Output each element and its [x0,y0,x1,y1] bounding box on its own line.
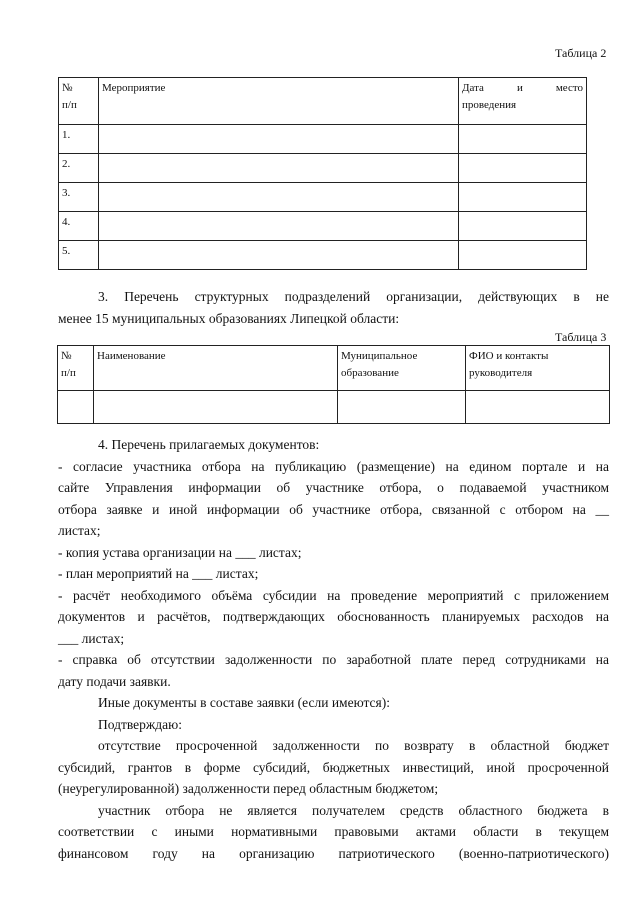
table-header-row [58,346,610,391]
confirm-line: Подтверждаю: [98,716,182,732]
header-municipality: Муниципальное образование [338,346,466,391]
table-row [59,125,587,154]
date-place-cell [459,212,587,241]
section3-line: менее 15 муниципальных образованиях Липецкой области: [58,310,400,326]
events-table [58,77,587,270]
section3-line: 3. Перечень структурных подразделений организации, действующих в не [98,289,609,304]
header-date-word: Дата [462,82,484,94]
event-cell [99,154,459,183]
recipient-line: соответствии с иными нормативными правовыми актами области в текущем [58,824,609,839]
header-and-word: и [516,82,523,94]
header-num: № п/п [58,346,94,391]
table-header-row [59,78,587,125]
doc-line: листах; [58,523,101,538]
table2-caption: Таблица 2 [555,46,607,60]
doc-line: ___ листах; [58,630,125,646]
date-place-cell [459,125,587,154]
doc-line: - расчёт необходимого объёма субсидии на проведение мероприятий с приложением [58,587,609,603]
section4-heading: 4. Перечень прилагаемых документов: [98,437,320,452]
table3-caption: Таблица 3 [555,330,607,344]
header-event: Мероприятие [99,78,459,125]
municipality-cell [338,391,466,424]
contacts-cell [466,391,610,424]
table-row [59,241,587,270]
recipient-line: финансовом году на организацию патриотического (военно-патриотического) [58,845,609,861]
header-num: № п/п [59,78,99,125]
doc-line: - копия устава организации на ___ листах; [58,544,302,560]
section3-paragraph [58,286,609,329]
name-cell [94,391,338,424]
table-row [59,154,587,183]
doc-line: дату подачи заявки. [58,673,171,689]
date-place-cell [459,241,587,270]
other-docs-line: Иные документы в составе заявки (если имеются): [98,695,391,710]
date-place-cell [459,154,587,183]
event-cell [99,125,459,154]
doc-line: - план мероприятий на ___ листах; [58,566,259,581]
row-number: 3. [59,183,99,212]
divisions-table [57,345,610,424]
num-cell [58,391,94,424]
doc-line: документов и расчётов, подтверждающих обоснованность планируемых расходов на [58,609,609,624]
doc-line: - согласие участника отбора на публикацию (размещение) на едином портале и на [58,458,609,474]
debt-line: (неурегулированной) задолженности перед областным бюджетом; [58,781,439,796]
doc-line: сайте Управления информации об участнике отбора, о подаваемой участником [58,480,609,495]
debt-line: отсутствие просроченной задолженности по возврату в областной бюджет [98,738,609,753]
section4 [58,434,609,864]
table-row [59,183,587,212]
header-name: Наименование [94,346,338,391]
row-number: 5. [59,241,99,270]
header-contacts: ФИО и контакты руководителя [466,346,610,391]
row-number: 4. [59,212,99,241]
header-held-word: проведения [462,99,517,111]
event-cell [99,183,459,212]
doc-line: - справка об отсутствии задолженности по заработной плате перед сотрудниками на [58,652,609,667]
row-number: 2. [59,154,99,183]
row-number: 1. [59,125,99,154]
recipient-line: участник отбора не является получателем средств областного бюджета в [98,802,609,818]
table-row [58,391,610,424]
table-row [59,212,587,241]
debt-line: субсидий, грантов в форме субсидий, бюджетных инвестиций, иной просроченной [58,759,609,775]
date-place-cell [459,183,587,212]
header-date-place [459,78,587,125]
header-place-word: место [555,82,583,94]
event-cell [99,212,459,241]
doc-line: отбора заявке и иной информации об участнике отбора, связанной с отбором на __ [58,501,609,517]
event-cell [99,241,459,270]
